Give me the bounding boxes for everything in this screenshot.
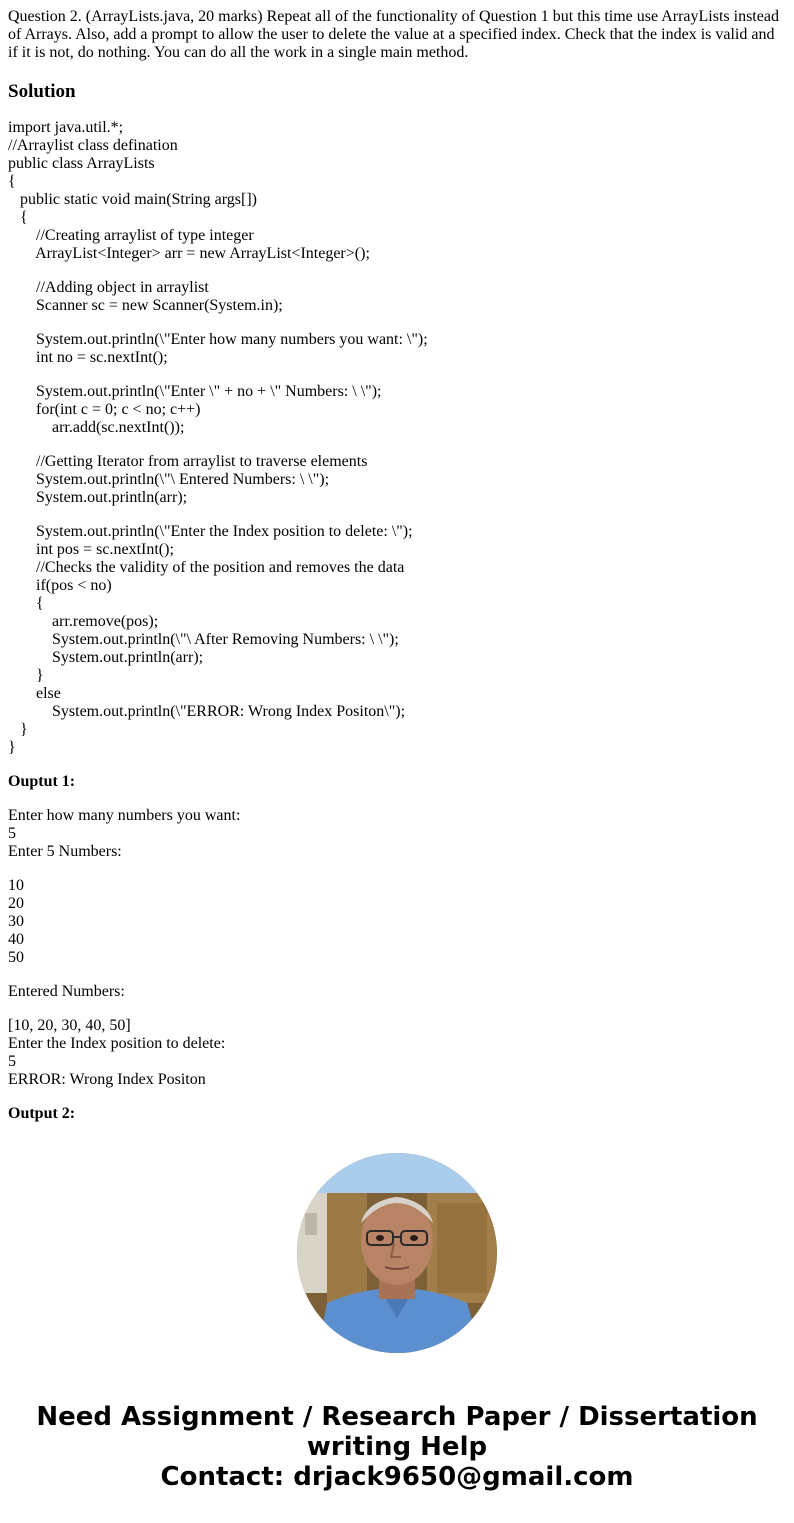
code-line: System.out.println(\"Enter \" + no + \" Numbers: \ \");	[8, 383, 382, 400]
code-line: System.out.println(arr);	[8, 649, 204, 666]
code-line: //Adding object in arraylist	[8, 279, 209, 296]
output-line: 20	[8, 895, 24, 912]
portrait-image	[297, 1153, 497, 1353]
author-photo	[297, 1153, 497, 1353]
code-line	[8, 507, 786, 523]
code-line: System.out.println(\"Enter the Index position to delete: \");	[8, 523, 413, 540]
output-line: 10	[8, 877, 24, 894]
code-line: arr.remove(pos);	[8, 613, 159, 630]
code-line	[8, 437, 786, 453]
output-line: [10, 20, 30, 40, 50]	[8, 1017, 131, 1034]
output-line: Enter how many numbers you want:	[8, 807, 241, 824]
code-line: public static void main(String args[])	[8, 191, 257, 208]
code-line: for(int c = 0; c < no; c++)	[8, 401, 201, 418]
output-line: Enter the Index position to delete:	[8, 1035, 226, 1052]
code-line: public class ArrayLists	[8, 155, 155, 172]
code-line: import java.util.*;	[8, 119, 124, 136]
code-line: System.out.println(arr);	[8, 489, 188, 506]
code-block	[8, 119, 786, 757]
code-line: System.out.println(\"ERROR: Wrong Index Positon\");	[8, 703, 406, 720]
code-line: }	[8, 667, 44, 684]
output-line: 30	[8, 913, 24, 930]
code-line	[8, 367, 786, 383]
code-line	[8, 315, 786, 331]
output1-block	[8, 807, 786, 1089]
code-line: Scanner sc = new Scanner(System.in);	[8, 297, 283, 314]
code-line: if(pos < no)	[8, 577, 112, 594]
code-line: //Getting Iterator from arraylist to traverse elements	[8, 453, 368, 470]
code-line: else	[8, 685, 61, 702]
code-line: }	[8, 721, 28, 738]
code-line: {	[8, 595, 44, 612]
question-text: Question 2. (ArrayLists.java, 20 marks) Repeat all of the functionality of Question 1 but this time use ArrayLists instead of Arrays. Also, add a prompt to allow the user to delete the value at a specified index. Check that the index is valid and if it is not, do nothing. You can do all the work in a single main method.	[8, 8, 779, 61]
output-line: 5	[8, 1053, 16, 1070]
code-line: {	[8, 209, 28, 226]
code-line: System.out.println(\"\ After Removing Numbers: \ \");	[8, 631, 399, 648]
output1-heading: Ouptut 1:	[8, 773, 76, 790]
output-line: ERROR: Wrong Index Positon	[8, 1071, 206, 1088]
footer-banner	[0, 1402, 794, 1492]
output-line: Enter 5 Numbers:	[8, 843, 122, 860]
output2-heading: Output 2:	[8, 1105, 76, 1122]
code-line: int no = sc.nextInt();	[8, 349, 168, 366]
code-line: }	[8, 739, 16, 756]
footer-line-2: writing Help	[306, 1432, 488, 1462]
code-line	[8, 263, 786, 279]
document-body	[8, 8, 786, 1122]
footer-contact: Contact: drjack9650@gmail.com	[160, 1462, 634, 1492]
code-line: System.out.println(\"\ Entered Numbers: \ \");	[8, 471, 330, 488]
code-line: System.out.println(\"Enter how many numbers you want: \");	[8, 331, 428, 348]
footer-line-1: Need Assignment / Research Paper / Dissertation	[36, 1402, 758, 1432]
code-line: //Arraylist class defination	[8, 137, 178, 154]
output-line: 50	[8, 949, 24, 966]
code-line: ArrayList<Integer> arr = new ArrayList<Integer>();	[8, 245, 370, 262]
code-line: //Creating arraylist of type integer	[8, 227, 254, 244]
code-line: //Checks the validity of the position and removes the data	[8, 559, 405, 576]
output-line: 5	[8, 825, 16, 842]
code-line: {	[8, 173, 16, 190]
output-line: 40	[8, 931, 24, 948]
code-line: arr.add(sc.nextInt());	[8, 419, 185, 436]
output-line: Entered Numbers:	[8, 983, 125, 1000]
code-line: int pos = sc.nextInt();	[8, 541, 174, 558]
solution-heading: Solution	[8, 81, 76, 102]
